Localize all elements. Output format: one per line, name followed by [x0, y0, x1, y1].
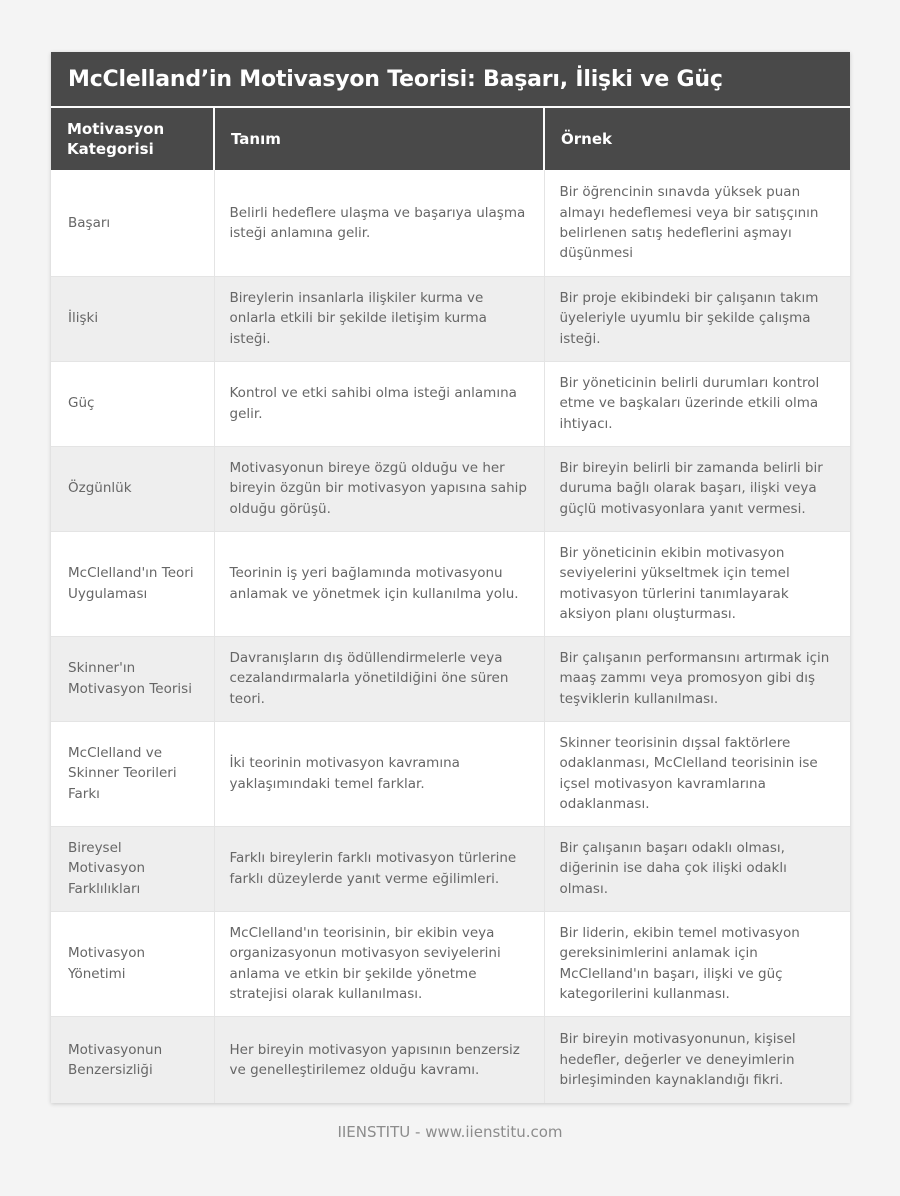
table-row	[51, 170, 850, 276]
data-table	[51, 108, 850, 1103]
cell-example: Bir bireyin belirli bir zamanda belirli bir duruma bağlı olarak başarı, ilişki veya güçlü motivasyonlara yanıt vermesi.	[544, 446, 850, 531]
cell-example: Bir liderin, ekibin temel motivasyon gereksinimlerini anlamak için McClelland'ın başarı, ilişki ve güç kategorilerini kullanması.	[544, 911, 850, 1016]
cell-definition: Teorinin iş yeri bağlamında motivasyonu anlamak ve yönetmek için kullanılma yolu.	[214, 531, 544, 636]
cell-category: Başarı	[68, 214, 111, 231]
cell-example: Bir proje ekibindeki bir çalışanın takım üyeleriyle uyumlu bir şekilde çalışma isteği.	[544, 276, 850, 361]
table-body	[51, 170, 850, 1103]
cell-definition: Farklı bireylerin farklı motivasyon türlerine farklı düzeylerde yanıt verme eğilimleri.	[214, 826, 544, 911]
table-row	[51, 826, 850, 911]
table-header	[51, 108, 850, 170]
cell-example: Skinner teorisinin dışsal faktörlere odaklanması, McClelland teorisinin ise içsel motivasyon kavramlarına odaklanması.	[544, 721, 850, 826]
cell-category: İlişki	[51, 276, 214, 361]
title-bar	[51, 52, 850, 108]
column-header-definition: Tanım	[214, 108, 544, 170]
table-row	[51, 446, 850, 531]
page-title: McClelland’in Motivasyon Teorisi: Başarı, İlişki ve Güç	[68, 66, 723, 92]
cell-example: Bir yöneticinin ekibin motivasyon seviyelerini yükseltmek için temel motivasyon türlerini tanımlayarak aksiyon planı oluşturması.	[544, 531, 850, 636]
cell-definition: İki teorinin motivasyon kavramına yaklaşımındaki temel farklar.	[214, 721, 544, 826]
cell-definition: Bireylerin insanlarla ilişkiler kurma ve onlarla etkili bir şekilde iletişim kurma isteği.	[214, 276, 544, 361]
cell-category: McClelland'ın Teori Uygulaması	[51, 531, 214, 636]
header-row	[51, 108, 850, 170]
cell-example: Bir bireyin motivasyonunun, kişisel hedefler, değerler ve deneyimlerin birleşiminden kaynaklandığı fikri.	[544, 1016, 850, 1103]
table-row	[51, 721, 850, 826]
table-row	[51, 911, 850, 1016]
cell-example: Bir çalışanın başarı odaklı olması, diğerinin ise daha çok ilişki odaklı olması.	[544, 826, 850, 911]
cell-definition: Her bireyin motivasyon yapısının benzersiz ve genelleştirilemez olduğu kavramı.	[214, 1016, 544, 1103]
footer-text: IIENSTITU - www.iienstitu.com	[337, 1123, 563, 1141]
cell-example: Bir çalışanın performansını artırmak için maaş zammı veya promosyon gibi dış teşviklerin kullanılması.	[544, 636, 850, 721]
column-header-example: Örnek	[544, 108, 850, 170]
cell-category: Güç	[51, 361, 214, 446]
cell-category: McClelland ve Skinner Teorileri Farkı	[51, 721, 214, 826]
table-row	[51, 276, 850, 361]
column-header-category: Motivasyon Kategorisi	[51, 108, 214, 170]
cell-definition: McClelland'ın teorisinin, bir ekibin veya organizasyonun motivasyon seviyelerini anlama ve etkin bir şekilde yönetme stratejisi olarak kullanılması.	[214, 911, 544, 1016]
cell-example: Bir yöneticinin belirli durumları kontrol etme ve başkaları üzerinde etkili olma ihtiyacı.	[544, 361, 850, 446]
cell-category: Bireysel Motivasyon Farklılıkları	[51, 826, 214, 911]
table-card	[51, 52, 850, 1103]
cell-definition: Kontrol ve etki sahibi olma isteği anlamına gelir.	[214, 361, 544, 446]
cell-example: Bir öğrencinin sınavda yüksek puan almayı hedeflemesi veya bir satışçının belirlenen satış hedeflerini aşmayı düşünmesi	[544, 170, 850, 276]
table-row	[51, 361, 850, 446]
cell-category: Skinner'ın Motivasyon Teorisi	[51, 636, 214, 721]
cell-definition: Belirli hedeflere ulaşma ve başarıya ulaşma isteği anlamına gelir.	[214, 170, 544, 276]
cell-definition: Motivasyonun bireye özgü olduğu ve her bireyin özgün bir motivasyon yapısına sahip olduğu görüşü.	[214, 446, 544, 531]
cell-category: Özgünlük	[51, 446, 214, 531]
table-row	[51, 531, 850, 636]
footer	[0, 1122, 900, 1141]
cell-category: Motivasyonun Benzersizliği	[51, 1016, 214, 1103]
cell-definition: Davranışların dış ödüllendirmelerle veya cezalandırmalarla yönetildiğini öne süren teori.	[214, 636, 544, 721]
table-row	[51, 1016, 850, 1103]
cell-category: Motivasyon Yönetimi	[51, 911, 214, 1016]
table-row	[51, 636, 850, 721]
